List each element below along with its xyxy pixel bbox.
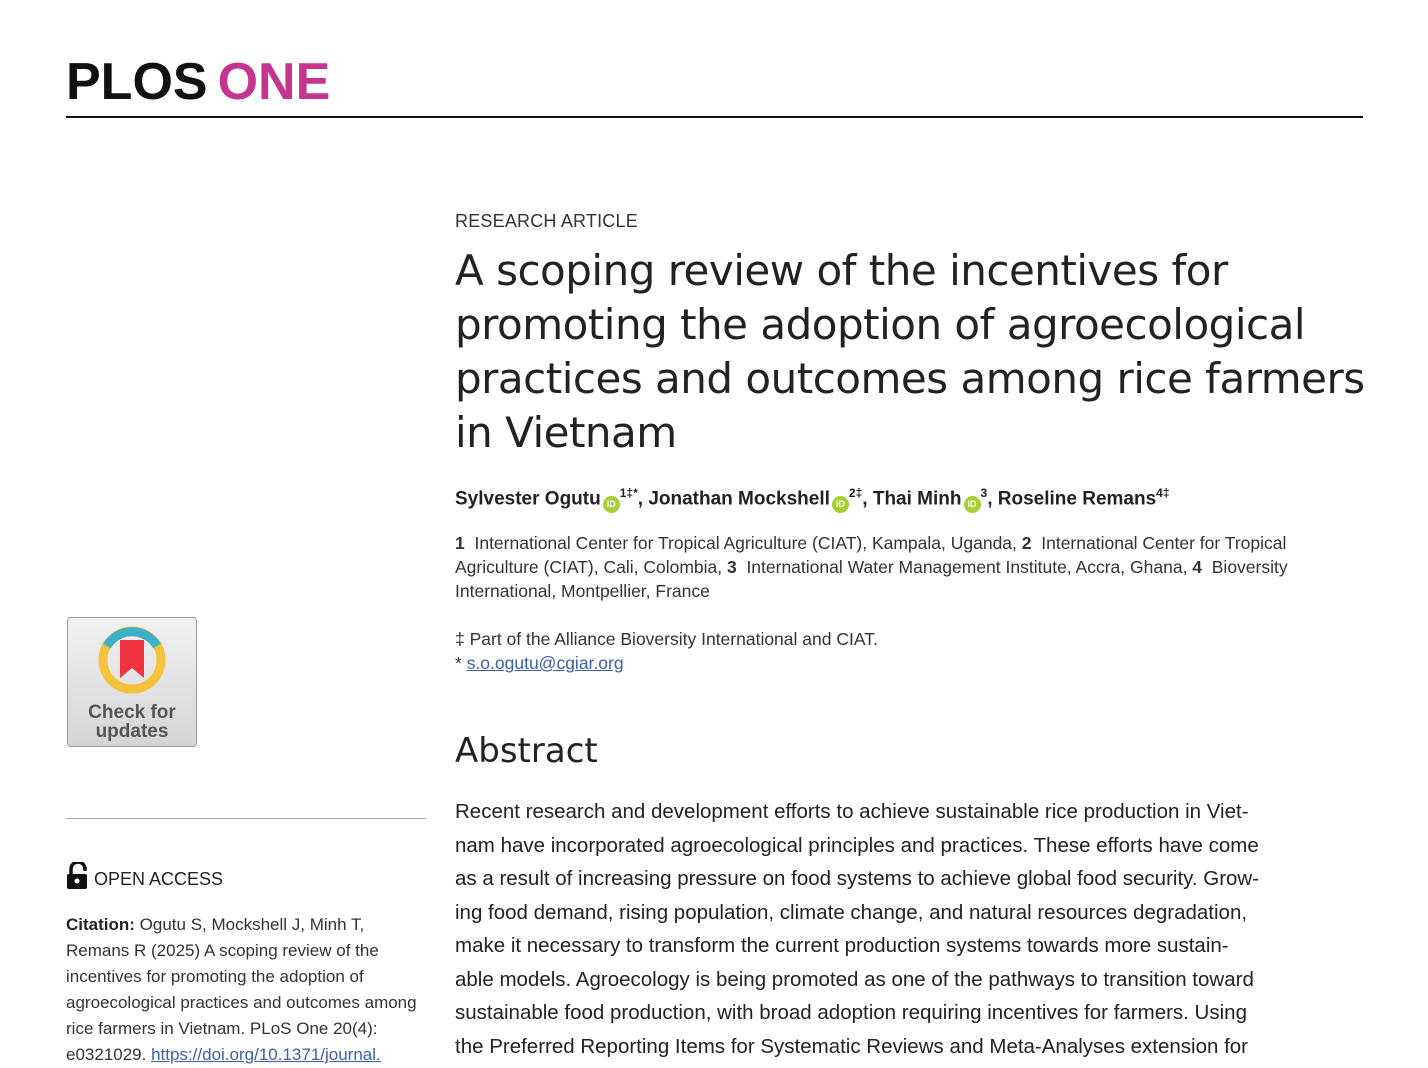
- abstract-line: Recent research and development efforts to achieve sustainable rice production in Viet-: [455, 800, 1249, 823]
- author-separator: ,: [862, 488, 873, 510]
- title-line: A scoping review of the incentives for: [455, 246, 1228, 295]
- citation-line: Remans R (2025) A scoping review of the: [66, 941, 379, 960]
- affiliation-number: 4: [1192, 557, 1203, 577]
- open-access-label: [66, 862, 223, 890]
- orcid-icon[interactable]: iD: [964, 496, 981, 513]
- orcid-icon[interactable]: iD: [832, 496, 849, 513]
- abstract-line: the Preferred Reporting Items for Systematic Reviews and Meta-Analyses extension for: [455, 1034, 1249, 1058]
- abstract-body: [455, 795, 1355, 1063]
- author-separator: ,: [637, 488, 649, 510]
- logo-one-text: ONE: [217, 53, 331, 111]
- check-for-updates-button[interactable]: [67, 617, 197, 747]
- sidebar-divider: [66, 818, 426, 819]
- logo-plos-text: PLOS: [66, 53, 208, 111]
- orcid-icon[interactable]: iD: [603, 496, 620, 513]
- article-title: [455, 244, 1365, 460]
- author-affil-marker: 1‡*: [619, 486, 638, 500]
- abstract-heading: Abstract: [455, 731, 598, 771]
- affiliation-number: 1: [455, 533, 465, 553]
- author-name[interactable]: Thai Minh: [872, 488, 962, 510]
- affiliation-number: 2: [1021, 533, 1032, 553]
- author-list: [455, 486, 1365, 513]
- abstract-line: as a result of increasing pressure on food systems to achieve global food security. Grow-: [455, 867, 1260, 890]
- author-affil-marker: 3: [980, 486, 988, 500]
- citation-doi-link[interactable]: https://doi.org/10.1371/journal.: [151, 1045, 381, 1064]
- citation-line: Ogutu S, Mockshell J, Minh T,: [134, 915, 365, 934]
- open-lock-icon: [66, 862, 90, 890]
- citation-line: rice farmers in Vietnam. PLoS One 20(4):: [66, 1019, 378, 1038]
- abstract-line: able models. Agroecology is being promoted as one of the pathways to transition toward: [455, 967, 1254, 991]
- citation-block: [66, 912, 426, 1068]
- citation-line: agroecological practices and outcomes among: [66, 993, 417, 1012]
- abstract-line: nam have incorporated agroecological principles and practices. These efforts have come: [455, 833, 1259, 857]
- email-link[interactable]: s.o.ogutu@cgiar.org: [466, 653, 624, 673]
- citation-line: e0321029.: [66, 1045, 152, 1064]
- author-name[interactable]: Roseline Remans: [997, 488, 1157, 510]
- author-separator: ,: [987, 488, 998, 510]
- affiliation-text: International Center for Tropical Agriculture (CIAT), Kampala, Uganda: [474, 533, 1013, 553]
- abstract-line: ing food demand, rising population, climate change, and natural resources degradation,: [455, 900, 1248, 924]
- title-line: promoting the adoption of agroecological: [455, 300, 1306, 349]
- check-updates-line2: updates: [95, 721, 169, 742]
- journal-logo[interactable]: [66, 53, 331, 111]
- affiliations: 1 International Center for Tropical Agriculture (CIAT), Kampala, Uganda, 2 International Center for Tropical Agriculture (CIAT), Cali, Colombia, 3 International Water Management Institute, Accra, Ghana, 4 Bioversity International, Montpellier, France: [455, 533, 1288, 601]
- author-affil-marker: 4‡: [1156, 486, 1170, 500]
- author-notes: [455, 627, 1365, 675]
- affiliation-number: 3: [726, 557, 737, 577]
- open-access-text: OPEN ACCESS: [94, 869, 224, 889]
- author-affil-marker: 2‡: [848, 486, 863, 500]
- corresponding-prefix: *: [455, 653, 467, 673]
- crossmark-icon: [96, 624, 168, 696]
- author-name[interactable]: Jonathan Mockshell: [648, 488, 830, 510]
- dagger-note: ‡ Part of the Alliance Bioversity International and CIAT.: [455, 629, 878, 649]
- citation-line: incentives for promoting the adoption of: [66, 967, 364, 986]
- article-type: RESEARCH ARTICLE: [455, 211, 638, 231]
- check-updates-line1: Check for: [88, 702, 176, 723]
- citation-label: Citation:: [66, 915, 135, 934]
- author-name[interactable]: Sylvester Ogutu: [455, 488, 601, 510]
- header-rule: [66, 116, 1363, 118]
- title-line: practices and outcomes among rice farmers: [455, 354, 1365, 403]
- abstract-line: make it necessary to transform the current production systems towards more sustain-: [455, 934, 1229, 957]
- title-line: in Vietnam: [455, 408, 677, 457]
- affiliation-text: International Water Management Institute, Accra, Ghana: [746, 557, 1183, 577]
- abstract-line: sustainable food production, with broad adoption requiring incentives for farmers. Using: [455, 1001, 1247, 1024]
